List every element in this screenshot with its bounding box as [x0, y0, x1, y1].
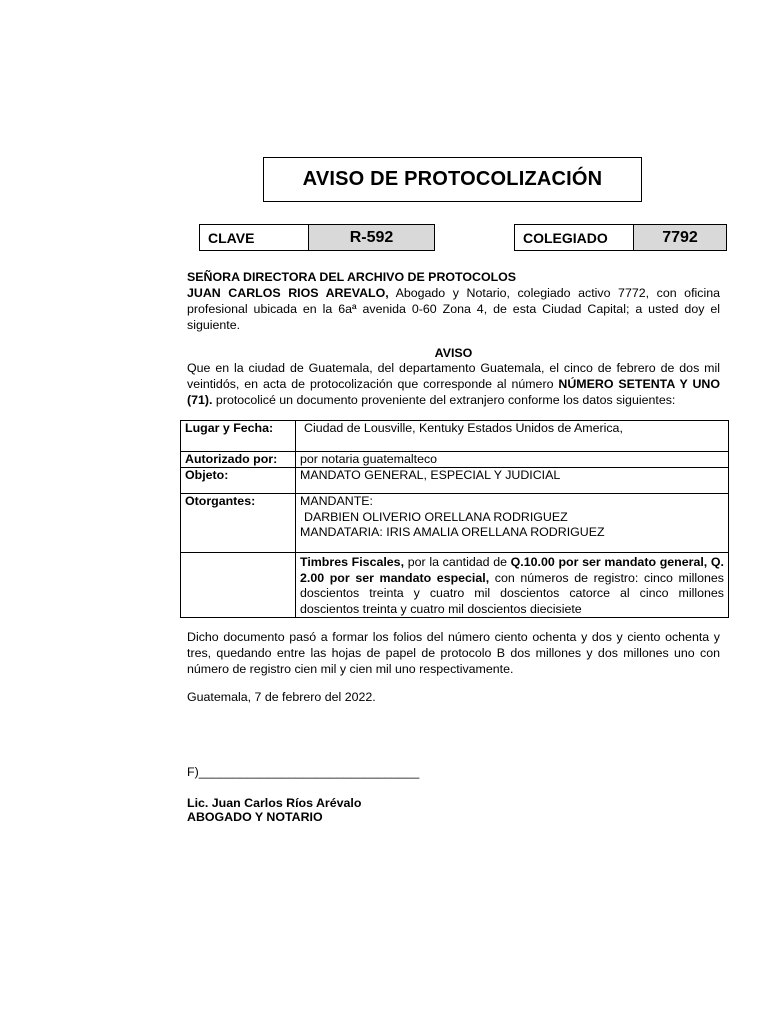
timbres-amounts: Q.10.00 por ser mandato general, Q. 2.00 por ser mandato especial,	[300, 555, 725, 585]
objeto-value: MANDATO GENERAL, ESPECIAL Y JUDICIAL	[296, 468, 729, 494]
lugar-value-text: Ciudad de Lousville, Kentuky Estados Unidos de America,	[304, 421, 623, 435]
table-row	[181, 452, 729, 468]
notary-name: JUAN CARLOS RIOS AREVALO,	[187, 286, 389, 300]
aviso-text-1: Que en la ciudad de Guatemala, del departamento Guatemala, el cinco de febrero de dos mil veintidós, en acta de protocolización que corresponde al número	[187, 361, 720, 391]
table-row	[181, 494, 729, 553]
aviso-heading: AVISO	[434, 346, 473, 360]
aviso-paragraph	[187, 361, 720, 408]
protocol-data-table	[180, 420, 729, 618]
colegiado-box	[514, 224, 727, 251]
aviso-number: NÚMERO SETENTA Y UNO (71).	[187, 376, 720, 407]
table-row	[181, 421, 729, 452]
signer-name: Lic. Juan Carlos Ríos Arévalo	[187, 796, 362, 810]
signer-title: ABOGADO Y NOTARIO	[187, 810, 323, 824]
objeto-label: Objeto:	[181, 468, 296, 494]
date-line: Guatemala, 7 de febrero del 2022.	[187, 690, 376, 704]
table-row	[181, 553, 729, 618]
autorizado-value: por notaria guatemalteco	[296, 452, 729, 468]
lugar-value	[296, 421, 729, 452]
clave-label: CLAVE	[208, 229, 255, 246]
timbres-empty-cell	[181, 553, 296, 618]
timbres-text-2: con números de registro: cinco millones doscientos treinta y cuatro mil doscientos catorce al cinco millones doscientos treinta y cuatro mil doscientos diecisiete	[300, 570, 724, 616]
autorizado-label: Autorizado por:	[181, 452, 296, 468]
otorgante-line: MANDANTE:	[300, 494, 373, 509]
document-title-text: AVISO DE PROTOCOLIZACIÓN	[302, 168, 603, 190]
folios-paragraph: Dicho documento pasó a formar los folios del número ciento ochenta y dos y ciento ochenta y tres, quedando entre las hojas de papel de protocolo B dos millones y dos millones uno con número de registro cien mil y cien mil uno respectivamente.	[187, 630, 720, 676]
intro-paragraph	[187, 286, 720, 333]
clave-box	[199, 224, 435, 251]
table-row	[181, 468, 729, 494]
otorgantes-label: Otorgantes:	[181, 494, 296, 553]
addressee: SEÑORA DIRECTORA DEL ARCHIVO DE PROTOCOLOS	[187, 270, 517, 284]
colegiado-label: COLEGIADO	[523, 229, 608, 246]
clave-value: R-592	[308, 225, 434, 250]
intro-text: Abogado y Notario, colegiado activo 7772, con oficina profesional ubicada en la 6aª avenida 0-60 Zona 4, de esta Ciudad Capital; a usted doy el siguiente.	[187, 286, 720, 332]
timbres-value	[296, 553, 729, 618]
aviso-text-2: protocolicé un documento proveniente del extranjero conforme los datos siguientes:	[212, 392, 676, 407]
lugar-label: Lugar y Fecha:	[181, 421, 296, 452]
timbres-text-1: por la cantidad de	[404, 555, 511, 570]
colegiado-value: 7792	[633, 225, 726, 250]
otorgantes-value	[296, 494, 729, 553]
otorgante-line: DARBIEN OLIVERIO ORELLANA RODRIGUEZ	[304, 509, 568, 524]
otorgante-line: MANDATARIA: IRIS AMALIA ORELLANA RODRIGUEZ	[300, 525, 605, 540]
timbres-label: Timbres Fiscales,	[300, 555, 405, 570]
signature-line: F)________________________________	[187, 765, 420, 779]
document-title	[263, 157, 642, 202]
